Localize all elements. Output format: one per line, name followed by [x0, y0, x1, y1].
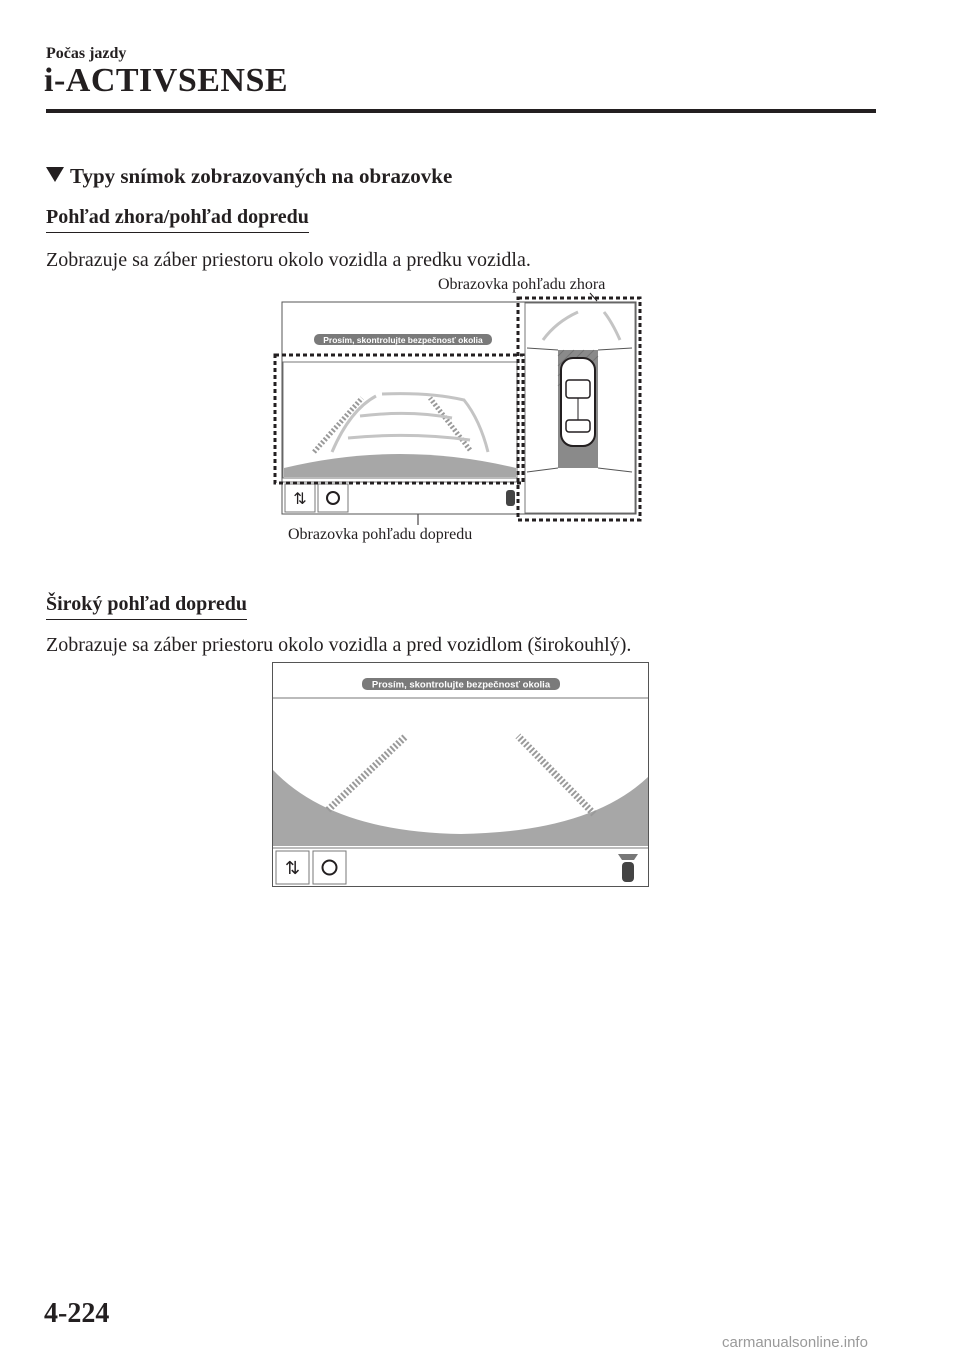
view-description-top-front: Zobrazuje sa záber priestoru okolo vozidla a predku vozidla.: [46, 249, 531, 271]
chapter-title: Počas jazdy: [46, 45, 127, 62]
safety-banner-text: Prosím, skontrolujte bezpečnosť okolia: [323, 335, 483, 345]
view-description-wide-front: Zobrazuje sa záber priestoru okolo vozidla a pred vozidlom (širokouhlý).: [46, 634, 632, 656]
section-title: i-ACTIVSENSE: [44, 62, 289, 99]
settings-button-wide[interactable]: [313, 851, 346, 884]
vehicle-top-icon: [561, 358, 595, 446]
car-status-icon: [506, 490, 515, 506]
figure-wide-front-view: [272, 662, 650, 888]
callout-front-view: Obrazovka pohľadu dopredu: [288, 526, 473, 543]
camera-switch-icon: ⇅: [293, 491, 307, 508]
settings-button[interactable]: [318, 484, 348, 512]
camera-switch-button-wide[interactable]: [276, 851, 309, 884]
camera-switch-icon-wide: ⇅: [284, 858, 301, 878]
section-heading-text: Typy snímok zobrazovaných na obrazovke: [70, 164, 453, 188]
view-title-wide-front: Široký pohľad dopredu: [46, 593, 247, 620]
safety-banner-wide: [362, 678, 560, 691]
safety-banner: [314, 334, 492, 345]
safety-banner-wide-text: Prosím, skontrolujte bezpečnosť okolia: [371, 679, 551, 691]
camera-switch-button[interactable]: [285, 484, 315, 512]
callout-top-view: Obrazovka pohľadu zhora: [438, 276, 606, 293]
watermark: carmanualsonline.info: [722, 1334, 868, 1351]
page-number: 4-224: [44, 1298, 110, 1329]
view-title-top-front: Pohľad zhora/pohľad dopredu: [46, 206, 309, 233]
